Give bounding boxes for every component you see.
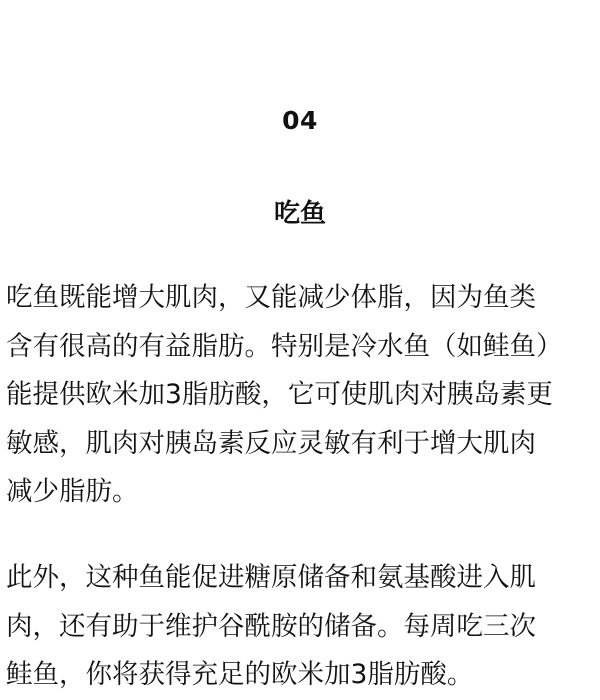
paragraph-line: 肉，还有助于维护谷酰胺的储备。每周吃三次 — [6, 610, 536, 642]
paragraph-line: 鲑鱼，你将获得充足的欧米加3脂肪酸。 — [6, 659, 474, 690]
paragraph-line: 吃鱼既能增大肌肉，又能减少体脂，因为鱼类 — [6, 282, 536, 313]
cropped-text-fragment — [0, 0, 600, 6]
paragraph — [6, 274, 600, 517]
paragraph — [6, 554, 600, 700]
section-title: 吃鱼 — [273, 199, 326, 229]
paragraph-line: 减少脂肪。 — [6, 476, 139, 507]
paragraph-line: 含有很高的有益脂肪。特别是冷水鱼（如鲑鱼） — [6, 330, 563, 362]
paragraph-line: 能提供欧米加3脂肪酸，它可使肌肉对胰岛素更 — [6, 379, 553, 410]
section-number: 04 — [282, 106, 318, 135]
paragraph-line: 此外，这种鱼能促进糖原储备和氨基酸进入肌 — [6, 562, 536, 593]
paragraph-line: 敏感，肌肉对胰岛素反应灵敏有利于增大肌肉 — [6, 427, 536, 459]
